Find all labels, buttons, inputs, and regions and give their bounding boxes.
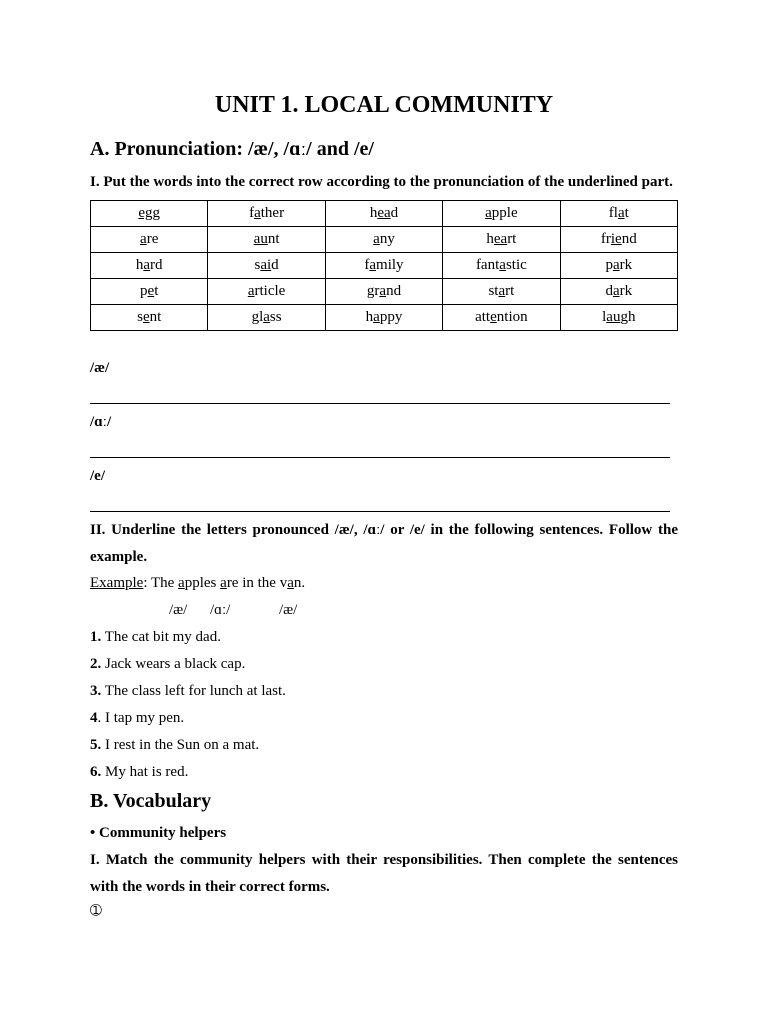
word-table-row [91, 305, 678, 331]
example-text: n. [293, 575, 306, 591]
example-text: pples [184, 575, 221, 591]
word-part: t [624, 205, 629, 221]
word-cell [443, 227, 560, 253]
answer-label-ae: /æ/ [90, 360, 110, 376]
sentence-text: Jack wears a black cap. [105, 656, 246, 672]
underlined-letters: a [485, 205, 492, 221]
word-cell [208, 279, 325, 305]
word-cell [208, 227, 325, 253]
underlined-letters: a [373, 309, 380, 325]
word-table-row [91, 227, 678, 253]
word-part: nt [267, 231, 280, 247]
word-part: nt [149, 309, 162, 325]
word-part: gl [251, 309, 264, 325]
word-part: gh [620, 309, 636, 325]
underlined-letters: ea [493, 231, 508, 247]
page-title: UNIT 1. LOCAL COMMUNITY [214, 92, 554, 118]
word-part: ntion [496, 309, 528, 325]
word-cell [443, 201, 560, 227]
word-part: rk [619, 257, 633, 273]
section-a-heading: A. Pronunciation: /æ/, /ɑː/ and /e/ [90, 138, 374, 160]
word-part: l [602, 309, 607, 325]
word-part: d [605, 283, 613, 299]
circled-number-one: ➀ [90, 904, 102, 919]
example-text: : The [143, 575, 179, 591]
word-part: mily [376, 257, 404, 273]
word-part: nd [621, 231, 637, 247]
underlined-letters: a [612, 257, 620, 273]
underlined-letters: a [263, 309, 270, 325]
sentence-6 [90, 759, 678, 786]
answer-line-e [90, 511, 670, 512]
sentence-3 [90, 678, 678, 705]
word-part: f [249, 205, 255, 221]
word-part: rticle [254, 283, 286, 299]
word-part: re [146, 231, 159, 247]
word-part: att [475, 309, 491, 325]
word-part: rk [619, 283, 633, 299]
sentence-5 [90, 732, 678, 759]
word-cell [560, 201, 677, 227]
word-cell [91, 201, 208, 227]
word-cell [91, 279, 208, 305]
word-part: p [605, 257, 613, 273]
answer-line-ae [90, 403, 670, 404]
word-cell [91, 305, 208, 331]
word-cell [443, 279, 560, 305]
word-part: h [365, 309, 374, 325]
word-part: s [137, 309, 143, 325]
underlined-letters: au [606, 309, 621, 325]
sentence-number: 5. [90, 737, 102, 753]
word-part: ppy [379, 309, 403, 325]
underlined-letters: a [373, 231, 380, 247]
underlined-letters: a [379, 283, 387, 299]
word-part: t [154, 283, 159, 299]
word-part: h [369, 205, 378, 221]
word-part: fr [600, 231, 611, 247]
underlined-letters: ai [260, 257, 272, 273]
underlined-letters: e [147, 283, 155, 299]
word-part: gr [366, 283, 380, 299]
answer-label-a-long: /ɑː/ [90, 414, 112, 430]
example-text: re in the v [226, 575, 288, 591]
word-cell [443, 305, 560, 331]
sentence-number: 4 [90, 710, 98, 726]
vocabulary-exercise-1-instruction [90, 847, 678, 901]
underlined-letters: a [499, 257, 506, 273]
community-helpers-bullet: • Community helpers [90, 825, 227, 841]
underlined-letters: a [369, 257, 377, 273]
underlined-letters: a [143, 257, 151, 273]
vocab-instruction-line-2: with the words in their correct forms. [90, 879, 330, 895]
word-cell [208, 305, 325, 331]
word-cell [325, 227, 442, 253]
answer-line-a-long [90, 457, 670, 458]
word-part: h [486, 231, 494, 247]
word-table-row [91, 279, 678, 305]
word-part: d [271, 257, 279, 273]
word-cell [91, 227, 208, 253]
word-cell [325, 253, 442, 279]
example-sentence [90, 570, 678, 597]
word-part: ss [269, 309, 282, 325]
word-part: rt [505, 283, 515, 299]
word-part: st [488, 283, 499, 299]
word-part: d [390, 205, 399, 221]
sentence-text: I rest in the Sun on a mat. [105, 737, 260, 753]
sentence-2 [90, 651, 678, 678]
word-part: rd [150, 257, 163, 273]
word-table-row [91, 201, 678, 227]
word-part: stic [505, 257, 527, 273]
word-table-row [91, 253, 678, 279]
underlined-letters: a [617, 205, 625, 221]
word-cell [560, 279, 677, 305]
example-ipa-3: /æ/ [279, 602, 298, 618]
word-part: pple [491, 205, 518, 221]
word-cell [325, 201, 442, 227]
word-part: s [254, 257, 261, 273]
underlined-letters: e [490, 309, 497, 325]
vocab-instruction-line-1: I. Match the community helpers with their responsibilities. Then complete the sentences [90, 852, 678, 868]
exercise-1-instruction: I. Put the words into the correct row according to the pronunciation of the underlined part. [90, 174, 673, 190]
sentence-4 [90, 705, 678, 732]
word-cell [208, 201, 325, 227]
word-part: fl [608, 205, 618, 221]
underlined-letters: au [253, 231, 268, 247]
word-part: rt [507, 231, 517, 247]
underlined-letters: a [498, 283, 506, 299]
word-cell [325, 305, 442, 331]
answer-label-e: /e/ [90, 468, 105, 484]
section-b-heading: B. Vocabulary [90, 790, 212, 812]
sentence-number: 1. [90, 629, 102, 645]
example-underline: a [287, 575, 294, 591]
example-underline: a [220, 575, 227, 591]
word-part: nd [386, 283, 402, 299]
example-ipa-2: /ɑː/ [210, 602, 231, 618]
example-label: Example [90, 575, 144, 591]
sentence-number: 2. [90, 656, 102, 672]
sentence-text: My hat is red. [105, 764, 189, 780]
underlined-letters: e [142, 309, 150, 325]
example-ipa-1: /æ/ [169, 602, 188, 618]
underlined-letters: a [612, 283, 620, 299]
word-part: ny [379, 231, 395, 247]
underlined-letters: a [254, 205, 261, 221]
exercise-2-instruction [90, 517, 678, 571]
sentence-text: The class left for lunch at last. [104, 683, 286, 699]
underlined-letters: a [140, 231, 147, 247]
word-cell [208, 253, 325, 279]
word-cell [443, 253, 560, 279]
word-part: f [364, 257, 370, 273]
word-cell [91, 253, 208, 279]
exercise-2-instruction-line-1: II. Underline the letters pronounced /æ/, /ɑː/ or /e/ in the following sentences. Follow the [90, 522, 678, 538]
underlined-letters: ea [377, 205, 391, 221]
sentence-1 [90, 624, 678, 651]
sentence-text: . I tap my pen. [97, 710, 185, 726]
word-part: h [135, 257, 144, 273]
word-table [90, 200, 678, 331]
word-cell [560, 305, 677, 331]
underlined-letters: ie [610, 231, 622, 247]
example-underline: a [178, 575, 185, 591]
exercise-2-instruction-line-2: example. [90, 549, 148, 565]
word-part: fant [475, 257, 500, 273]
sentence-number: 3. [90, 683, 102, 699]
word-cell [560, 227, 677, 253]
word-part: ther [260, 205, 285, 221]
word-part: p [140, 283, 148, 299]
sentence-text: The cat bit my dad. [104, 629, 221, 645]
sentence-number: 6. [90, 764, 102, 780]
word-cell [325, 279, 442, 305]
word-cell [560, 253, 677, 279]
underlined-letters: a [247, 283, 255, 299]
underlined-letters: egg [138, 205, 161, 221]
